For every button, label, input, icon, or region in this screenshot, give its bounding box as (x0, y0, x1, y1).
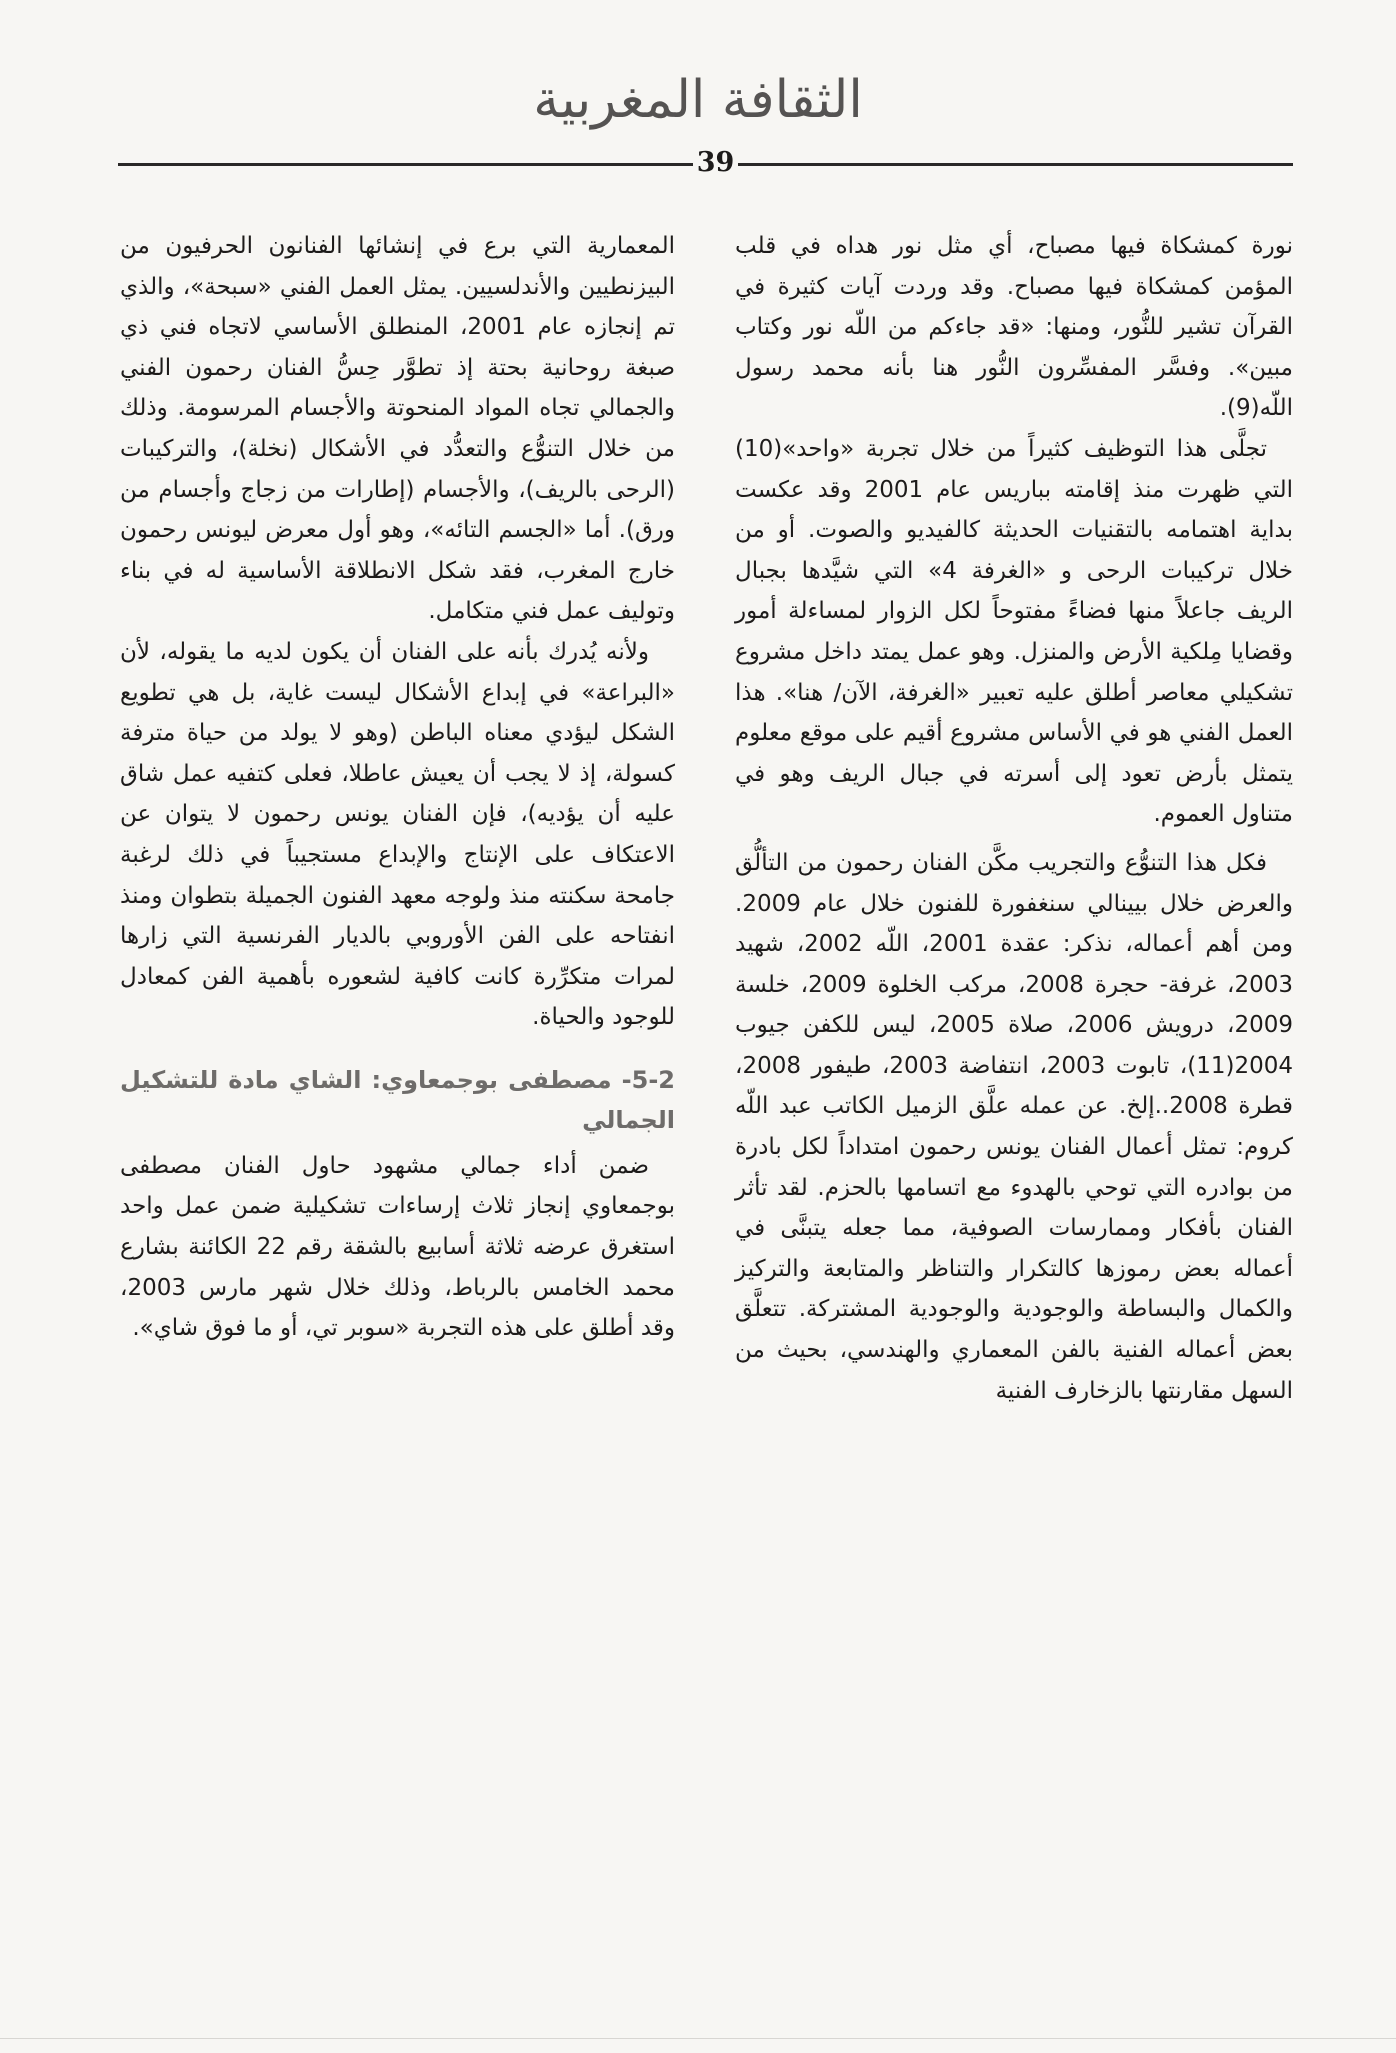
paragraph: تجلَّى هذا التوظيف كثيراً من خلال تجربة «واحد»(10) التي ظهرت منذ إقامته بباريس عام 2001 وقد عكست بداية اهتمامه بالتقنيات الحديثة كالفيديو والصوت. أو من خلال تركيبات الرحى و «الغرفة 4» التي شيَّدها بجبال الريف جاعلاً منها فضاءً مفتوحاً لكل الزوار لمساءلة أمور وقضايا مِلكية الأرض والمنزل. وهو عمل يمتد داخل مشروع تشكيلي معاصر أطلق عليه تعبير «الغرفة، الآن/ هنا». هذا العمل الفني هو في الأساس مشروع أقيم على موقع معلوم يتمثل بأرض تعود إلى أسرته في جبال الريف وهو في متناول العموم. (735, 435, 1293, 828)
paragraph: المعمارية التي برع في إنشائها الفنانون الحرفيون من البيزنطيين والأندلسيين. يمثل العمل الفني «سبحة»، والذي تم إنجازه عام 2001، المنطلق الأساسي لاتجاه فني ذي صبغة روحانية بحتة إذ تطوَّر حِسُّ الفنان رحمون الفني والجمالي تجاه المواد المنحوتة والأجسام المرسومة. وذلك من خلال التنوُّع والتعدُّد في الأشكال (نخلة)، والتركيبات (الرحى بالريف)، والأجسام (إطارات من زجاج وأجسام من ورق). أما «الجسم التائه»، وهو أول معرض ليونس رحمون خارج المغرب، فقد شكل الانطلاقة الأساسية له في بناء وتوليف عمل فني متكامل. (120, 233, 675, 625)
page-bottom-edge (0, 2038, 1396, 2039)
paragraph: فكل هذا التنوُّع والتجريب مكَّن الفنان رحمون من التألُّق والعرض خلال بيينالي سنغفورة للفنون خلال عام 2009. ومن أهم أعماله، نذكر: عقدة 2001، اللّه 2002، شهيد 2003، غرفة- حجرة 2008، مركب الخلوة 2009، خلسة 2009، درويش 2006، صلاة 2005، ليس للكفن جيوب 2004(11)، تابوت 2003، انتفاضة 2003، طيفور 2008، قطرة 2008..إلخ. عن عمله علَّق الزميل الكاتب عبد اللّه كروم: تمثل أعمال الفنان يونس رحمون امتداداً لكل بادرة من بوادره التي توحي بالهدوء مع اتسامها بالحزم. لقد تأثر الفنان بأفكار وممارسات الصوفية، مما جعله يتبنَّى في أعماله بعض رموزها كالتكرار والتناظر والمتابعة والتركيز والكمال والبساطة والوجودية والوجودية المشتركة. تتعلَّق بعض أعماله الفنية بالفن المعماري والهندسي، بحيث من السهل مقارنتها بالزخارف الفنية (735, 849, 1294, 1404)
left-column (120, 226, 675, 1349)
paragraph: ضمن أداء جمالي مشهود حاول الفنان مصطفى بوجمعاوي إنجاز ثلاث إرساءات تشكيلية ضمن عمل واحد استغرق عرضه ثلاثة أسابيع بالشقة رقم 22 الكائنة بشارع محمد الخامس بالرباط، وذلك خلال شهر مارس 2003، وقد أطلق على هذه التجربة «سوبر تي، أو ما فوق شاي». (120, 1152, 675, 1342)
header-rule-right (738, 163, 1293, 166)
page-number: 39 (696, 147, 735, 178)
right-column (735, 226, 1293, 1411)
paragraph: ولأنه يُدرك بأنه على الفنان أن يكون لديه ما يقوله، لأن «البراعة» في إبداع الأشكال ليست غاية، بل هي تطويع الشكل ليؤدي معناه الباطن (وهو لا يولد من حياة مترفة كسولة، إذ لا يجب أن يعيش عاطلا، فعلى كتفيه عمل شاق عليه أن يؤديه)، فإن الفنان يونس رحمون لا يتوان عن الاعتكاف على الإنتاج والإبداع مستجيباً في ذلك لرغبة جامحة سكنته منذ ولوجه معهد الفنون الجميلة بتطوان ومنذ انفتاحه على الفن الأوروبي بالديار الفرنسية التي زارها لمرات متكرِّرة كانت كافية لشعوره بأهمية الفن كمعادل للوجود والحياة. (120, 638, 675, 1031)
section-heading: 5-2- مصطفى بوجمعاوي: الشاي مادة للتشكيل الجمالي (120, 1065, 675, 1134)
paragraph: نورة كمشكاة فيها مصباح، أي مثل نور هداه في قلب المؤمن كمشكاة فيها مصباح. وقد وردت آيات كثيرة في القرآن تشير للنُّور، ومنها: «قد جاءكم من اللّه نور وكتاب مبين». وفسَّر المفسِّرون النُّور هنا بأنه محمد رسول اللّه(9). (735, 233, 1293, 422)
header-rule-left (118, 163, 693, 166)
running-title: الثقافة المغربية (533, 70, 863, 130)
